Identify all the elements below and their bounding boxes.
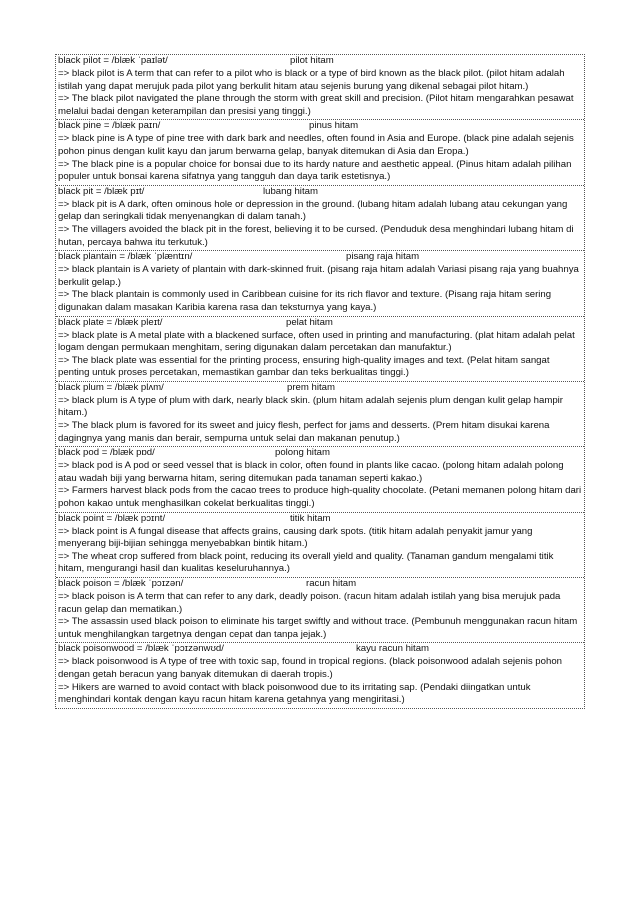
translation: kayu racun hitam: [356, 643, 430, 655]
entry-header: [58, 317, 582, 330]
definition: => black pilot is A term that can refer to a pilot who is black or a type of bird known as the black pilot. (pilot hitam adalah istilah yang dapat merujuk pada pilot yang berkulit hitam atau sejenis burung yang dikenal sebagai pilot hitam.): [58, 68, 565, 92]
example-sentence: => The black plum is favored for its sweet and juicy flesh, perfect for jams and desserts. (Prem hitam disukai karena dagingnya yang manis dan berair, sempurna untuk selai dan makanan penutup.): [58, 420, 550, 444]
definition: => black pod is A pod or seed vessel that is black in color, often found in plants like cacao. (polong hitam adalah polong atau wadah biji yang berwarna hitam, sering ditemukan pada tanaman seperti kakao.): [58, 460, 564, 484]
entry-header: [58, 186, 582, 199]
headword: black poison = /blæk ˈpɔɪzən/: [58, 578, 184, 589]
definition: => black point is A fungal disease that affects grains, causing dark spots. (titik hitam adalah penyakit jamur yang menyerang biji-bijian sehingga menyebabkan bintik hitam.): [58, 525, 533, 550]
translation: pisang raja hitam: [346, 251, 420, 263]
definition: => black poisonwood is A type of tree with toxic sap, found in tropical regions. (black poisonwood adalah sejenis pohon dengan getah beracun yang banyak ditemukan di daerah tropis.): [58, 656, 562, 680]
headword: black pit = /blæk pɪt/: [58, 185, 145, 197]
example-sentence: => The black plate was essential for the printing process, ensuring high-quality images and text. (Pelat hitam sangat penting untuk proses percetakan, memastikan gambar dan teks berkualitas tinggi.): [58, 354, 550, 379]
translation: prem hitam: [287, 381, 335, 393]
translation: lubang hitam: [263, 185, 318, 197]
definition: => black plantain is A variety of plantain with dark-skinned fruit. (pisang raja hitam adalah Variasi pisang raja yang buahnya berkulit gelap.): [58, 264, 579, 288]
example-sentence: => Farmers harvest black pods from the cacao trees to produce high-quality chocolate. (Petani memanen polong hitam dari pohon kakao untuk menghasilkan cokelat berkualitas tinggi.): [58, 485, 582, 510]
translation: pinus hitam: [309, 120, 359, 132]
headword: black pod = /blæk pɒd/: [58, 447, 155, 459]
entry-header: [58, 55, 582, 68]
entry-black-pod: [56, 447, 584, 512]
entry-header: [58, 251, 582, 264]
headword: black plantain = /blæk ˈplæntɪn/: [58, 251, 193, 263]
headword: black point = /blæk pɔɪnt/: [58, 512, 166, 524]
entry-header: [58, 382, 582, 395]
example-sentence: => Hikers are warned to avoid contact with black poisonwood due to its irritating sap. (Pendaki diingatkan untuk menghindari kontak dengan kayu racun hitam karena getahnya yang mengiritasi.): [58, 681, 531, 706]
headword: black plate = /blæk pleɪt/: [58, 316, 163, 328]
entry-black-point: [56, 513, 584, 578]
entry-header: [58, 447, 582, 460]
entry-black-pit: [56, 186, 584, 251]
entry-header: [58, 513, 582, 526]
example-sentence: => The black pilot navigated the plane through the storm with great skill and precision. (Pilot hitam mengarahkan pesawat melalui badai dengan keterampilan dan presisi yang tinggi.): [58, 93, 574, 117]
entry-black-plantain: [56, 251, 584, 316]
translation: pelat hitam: [286, 316, 333, 328]
entry-black-poisonwood: [56, 643, 584, 707]
entry-black-poison: [56, 578, 584, 643]
translation: titik hitam: [290, 512, 331, 524]
example-sentence: => The black pine is a popular choice for bonsai due to its hardy nature and aesthetic appeal. (Pinus hitam adalah pilihan populer untuk bonsai karena sifatnya yang tangguh dan daya tarik estetisnya.): [58, 158, 572, 183]
entry-black-pilot: [56, 55, 584, 120]
definition: => black pit is A dark, often ominous hole or depression in the ground. (lubang hitam adalah lubang atau cekungan yang gelap dan seringkali tidak menyenangkan di dalam tanah.): [58, 198, 568, 223]
entry-black-pine: [56, 120, 584, 185]
headword: black pine = /blæk paɪn/: [58, 120, 161, 132]
headword: black plum = /blæk plʌm/: [58, 381, 164, 393]
translation: pilot hitam: [290, 55, 334, 66]
headword: black poisonwood = /blæk ˈpɔɪzənwʊd/: [58, 643, 224, 655]
entry-black-plate: [56, 317, 584, 382]
definition: => black plum is A type of plum with dark, nearly black skin. (plum hitam adalah sejenis plum dengan kulit gelap hampir hitam.): [58, 394, 563, 419]
example-sentence: => The black plantain is commonly used in Caribbean cuisine for its rich flavor and texture. (Pisang raja hitam sering digunakan dalam masakan Karibia karena rasa dan teksturnya yang kaya.): [58, 289, 552, 313]
example-sentence: => The wheat crop suffered from black point, reducing its overall yield and quality. (Tanaman gandum mengalami titik hitam, mengurangi hasil dan kualitas keseluruhannya.): [58, 550, 554, 575]
entry-header: [58, 120, 582, 133]
translation: polong hitam: [275, 447, 330, 459]
definition: => black poison is A term that can refer to any dark, deadly poison. (racun hitam adalah istilah yang bisa merujuk pada racun gelap dan mematikan.): [58, 591, 561, 615]
entry-black-plum: [56, 382, 584, 447]
translation: racun hitam: [306, 578, 357, 589]
vocabulary-page: [55, 54, 585, 709]
example-sentence: => The assassin used black poison to eliminate his target swiftly and without trace. (Pembunuh menggunakan racun hitam untuk menghilangkan targetnya dengan cepat dan tanpa jejak.): [58, 616, 578, 640]
definition: => black pine is A type of pine tree with dark bark and needles, often found in Asia and Europe. (black pine adalah sejenis pohon pinus dengan kulit kayu dan jarum berwarna gelap, banyak ditemukan di Asia dan Eropa.): [58, 133, 574, 157]
entry-header: [58, 578, 582, 591]
entry-header: [58, 643, 582, 656]
example-sentence: => The villagers avoided the black pit in the forest, believing it to be cursed. (Penduduk desa menghindari lubang hitam di hutan, percaya bahwa itu terkutuk.): [58, 223, 574, 248]
definition: => black plate is A metal plate with a blackened surface, often used in printing and manufacturing. (plat hitam adalah pelat logam dengan permukaan menghitam, sering digunakan dalam percetakan dan manufaktur.): [58, 329, 575, 354]
headword: black pilot = /blæk ˈpaɪlət/: [58, 55, 168, 66]
